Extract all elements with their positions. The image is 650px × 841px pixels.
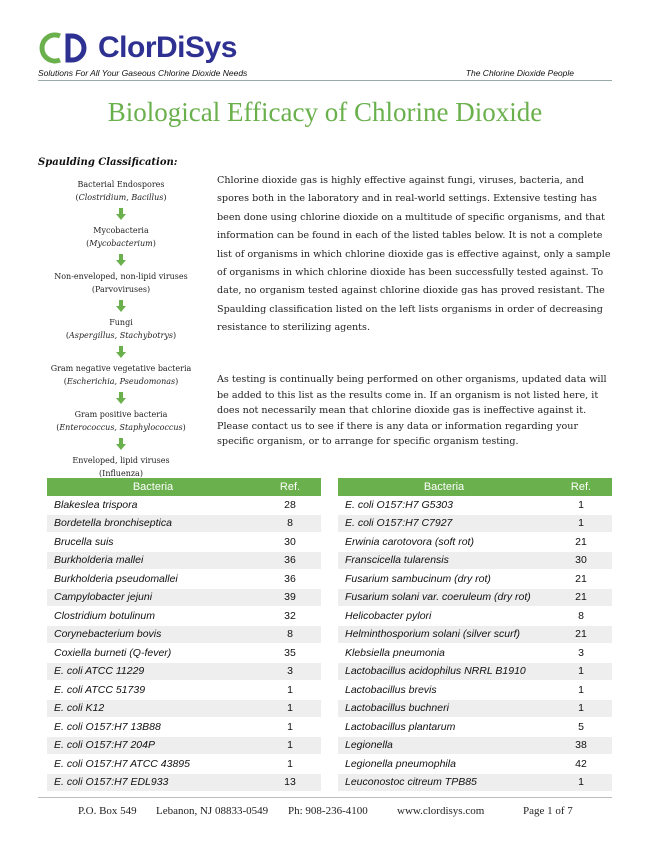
reference-cell: 36 [259,570,321,589]
spaulding-example-text: Escherichia, Pseudomonas [66,377,176,386]
organism-cell: E. coli O157:H7 C7927 [338,514,550,533]
organism-cell: Lactobacillus brevis [338,681,550,700]
spaulding-item-example: (Enterococcus, Staphylococcus) [56,423,186,432]
table-row [47,551,321,570]
organism-cell: E. coli O157:H7 EDL933 [47,773,259,792]
reference-cell: 1 [550,773,612,792]
reference-cell: 1 [550,681,612,700]
footer-city: Lebanon, NJ 08833-0549 [156,805,269,817]
column-header-ref: Ref. [259,478,321,496]
bacteria-table-right [338,478,612,792]
reference-cell: 30 [259,533,321,552]
organism-cell: Fusarium sambucinum (dry rot) [338,570,550,589]
footer-phone: Ph: 908-236-4100 [288,805,368,817]
table-row [338,773,612,792]
down-arrow-icon [38,300,204,316]
reference-cell: 1 [550,699,612,718]
organism-cell: Lactobacillus buchneri [338,699,550,718]
organism-cell: Legionella pneumophila [338,755,550,774]
organism-cell: Brucella suis [47,533,259,552]
organism-cell: Klebsiella pneumonia [338,644,550,663]
spaulding-example-text: Mycobacterium [89,239,153,248]
spaulding-item [38,178,204,208]
organism-cell: E. coli O157:H7 204P [47,736,259,755]
organism-cell: Helicobacter pylori [338,607,550,626]
bacteria-table-left [47,478,321,792]
reference-cell: 1 [259,681,321,700]
table-row [338,644,612,663]
organism-cell: Lactobacillus plantarum [338,718,550,737]
table-row [338,718,612,737]
organism-cell: Lactobacillus acidophilus NRRL B1910 [338,662,550,681]
reference-cell: 36 [259,551,321,570]
reference-cell: 5 [550,718,612,737]
column-header-bacteria: Bacteria [47,478,259,496]
spaulding-example-text: Clostridium, Bacillus [78,193,164,202]
reference-cell: 28 [259,496,321,514]
page-title: Biological Efficacy of Chlorine Dioxide [107,97,543,127]
spaulding-heading: Spaulding Classification: [38,157,178,168]
down-arrow-icon [38,438,204,454]
tagline-right: The Chlorine Dioxide People [465,68,574,78]
reference-cell: 21 [550,625,612,644]
organism-cell: E. coli O157:H7 13B88 [47,718,259,737]
table-row [338,551,612,570]
table-row [338,736,612,755]
organism-cell: Campylobacter jejuni [47,588,259,607]
spaulding-item-name: Fungi [109,318,133,327]
spaulding-item [38,316,204,346]
table-row [338,514,612,533]
spaulding-example-text: Aspergillus, Stachybotrys [69,331,173,340]
spaulding-item-name: Enveloped, lipid viruses [72,456,170,465]
table-row [47,588,321,607]
table-row [47,533,321,552]
table-row [47,644,321,663]
reference-cell: 35 [259,644,321,663]
organism-cell: Clostridium botulinum [47,607,259,626]
table-row [338,662,612,681]
organism-cell: Erwinia carotovora (soft rot) [338,533,550,552]
footer-website[interactable]: www.clordisys.com [397,805,485,817]
table-header-row [338,478,612,496]
table-row [47,662,321,681]
table-row [47,681,321,700]
reference-cell: 30 [550,551,612,570]
organism-cell: E. coli K12 [47,699,259,718]
table-row [47,773,321,792]
reference-cell: 38 [550,736,612,755]
organism-cell: E. coli O157:H7 G5303 [338,496,550,514]
reference-cell: 8 [259,625,321,644]
table-row [47,755,321,774]
reference-cell: 1 [550,514,612,533]
table-row [338,496,612,514]
organism-cell: Burkholderia pseudomallei [47,570,259,589]
header-divider [38,80,612,81]
table-row [47,570,321,589]
reference-cell: 8 [550,607,612,626]
table-row [338,681,612,700]
table-row [338,588,612,607]
organism-cell: Helminthosporium solani (silver scurf) [338,625,550,644]
down-arrow-icon [38,346,204,362]
spaulding-item-name: Non-enveloped, non-lipid viruses [54,272,188,281]
table-row [47,514,321,533]
reference-cell: 21 [550,533,612,552]
table-row [47,736,321,755]
down-arrow-icon [38,208,204,224]
organism-cell: Coxiella burneti (Q-fever) [47,644,259,663]
reference-cell: 39 [259,588,321,607]
spaulding-item-example: (Aspergillus, Stachybotrys) [65,331,177,340]
spaulding-item-name: Mycobacteria [93,226,149,235]
table-row [338,607,612,626]
reference-cell: 1 [259,699,321,718]
testing-paragraph: As testing is continually being performed on other organisms, updated data will be added to this list as the results come in. If an organism is not listed here, it does not necessarily mean that chlorine dioxide gas is ineffective against it. Please contact us to see if there is any data or information regarding your specific organism, or to arrange for specific organism testing. [217,374,607,447]
reference-cell: 13 [259,773,321,792]
organism-cell: Legionella [338,736,550,755]
table-row [47,625,321,644]
spaulding-item [38,224,204,254]
organism-cell: E. coli O157:H7 ATCC 43895 [47,755,259,774]
table-row [47,718,321,737]
footer-page-number: Page 1 of 7 [523,805,573,817]
footer-divider [38,797,612,798]
spaulding-item-example: (Mycobacterium) [86,239,156,248]
spaulding-item-example: (Parvoviruses) [91,285,151,294]
organism-cell: Bordetella bronchiseptica [47,514,259,533]
organism-cell: Blakeslea trispora [47,496,259,514]
down-arrow-icon [38,392,204,408]
reference-cell: 8 [259,514,321,533]
reference-cell: 3 [550,644,612,663]
organism-cell: Franscicella tularensis [338,551,550,570]
reference-cell: 21 [550,588,612,607]
spaulding-example-text: Parvoviruses [95,285,147,294]
reference-cell: 3 [259,662,321,681]
table-row [338,625,612,644]
column-header-ref: Ref. [550,478,612,496]
logo-mark-icon [38,31,96,65]
spaulding-item-name: Bacterial Endospores [77,180,165,189]
spaulding-example-text: Enterococcus, Staphylococcus [59,423,183,432]
reference-cell: 1 [550,496,612,514]
table-header-row [47,478,321,496]
spaulding-item [38,270,204,300]
organism-cell: Burkholderia mallei [47,551,259,570]
table-row [338,755,612,774]
reference-cell: 21 [550,570,612,589]
column-header-bacteria: Bacteria [338,478,550,496]
spaulding-example-text: Influenza [102,469,140,478]
reference-cell: 32 [259,607,321,626]
organism-cell: Fusarium solani var. coeruleum (dry rot) [338,588,550,607]
spaulding-item-example: (Influenza) [99,469,143,478]
table-row [338,570,612,589]
brand-name: ClorDiSys [98,31,237,64]
spaulding-list [38,178,204,484]
table-row [47,607,321,626]
spaulding-item [38,408,204,438]
reference-cell: 1 [259,755,321,774]
spaulding-item-example: (Clostridium, Bacillus) [75,193,167,202]
organism-cell: E. coli ATCC 11229 [47,662,259,681]
table-row [47,699,321,718]
table-row [338,699,612,718]
table-row [338,533,612,552]
reference-cell: 42 [550,755,612,774]
spaulding-item-example: (Escherichia, Pseudomonas) [63,377,179,386]
tagline-left: Solutions For All Your Gaseous Chlorine Dioxide Needs [38,68,248,78]
footer-address: P.O. Box 549 [78,805,137,817]
spaulding-item [38,362,204,392]
table-row [47,496,321,514]
spaulding-item-name: Gram negative vegetative bacteria [50,364,192,373]
reference-cell: 1 [259,736,321,755]
intro-paragraph: Chlorine dioxide gas is highly effective against fungi, viruses, bacteria, and spores both in the laboratory and in real-world settings. Extensive testing has been done using chlorine dioxide on a multitude of specific organisms, and that information can be found in each of the listed tables below. It is not a complete list of organisms in which chlorine dioxide gas is effective against, only a sample of organisms in which chlorine dioxide has been successfully tested against. To date, no organism tested against chlorine dioxide gas has proved resistant. The Spaulding classification listed on the left lists organisms in order of decreasing resistance to sterilizing agents. [217,175,611,334]
reference-cell: 1 [259,718,321,737]
spaulding-item-name: Gram positive bacteria [74,410,168,419]
organism-cell: E. coli ATCC 51739 [47,681,259,700]
company-logo [38,28,237,68]
organism-cell: Leuconostoc citreum TPB85 [338,773,550,792]
reference-cell: 1 [550,662,612,681]
down-arrow-icon [38,254,204,270]
organism-cell: Corynebacterium bovis [47,625,259,644]
